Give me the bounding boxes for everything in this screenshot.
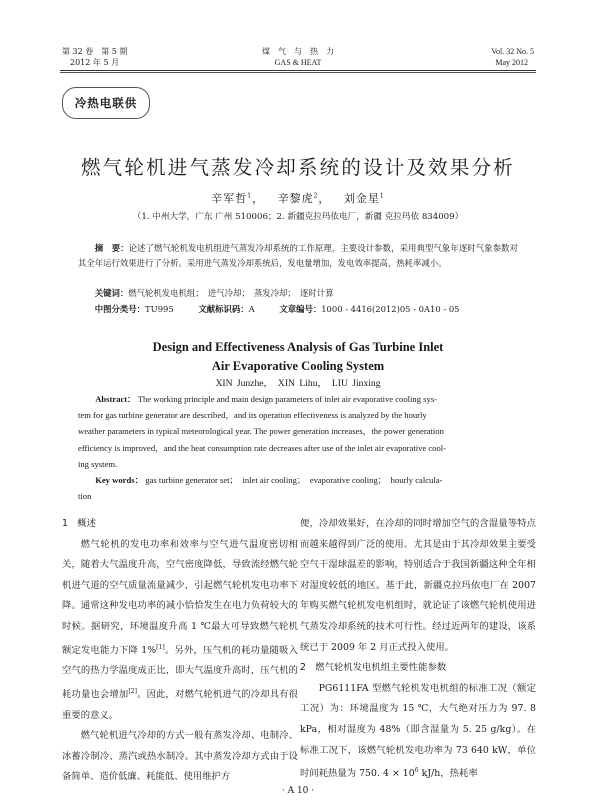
volume-issue-cn: 第 32 卷 第 5 期 [62,47,128,56]
paragraph-4-end: kJ/h，热耗率 [418,768,478,780]
keywords-cn-label: 关键词： [94,288,129,298]
abstract-en-line5: ing system. [78,458,118,469]
abstract-en-label: Abstract： [95,394,136,404]
section-1-title: 1 概述 [62,518,97,529]
keywords-en-line2: tion [78,491,92,502]
clc-label: 中图分类号： [94,304,146,314]
abstract-en-line2: tem for gas turbine generator are described，and its operation effectiveness is analyzed by the hourly [78,410,427,421]
paragraph-3: 便，冷却效果好，在冷却的同时增加空气的含湿量等特点而越来越得到广泛的使用。尤其是由于其冷却效果主要受空气干湿球温差的影响，特别适合于我国新疆这种全年相对湿度较低的地区。基于此，新疆克拉玛依电厂在 2007 年购买燃气轮机发电机组时，就论证了该燃气轮机使用进气蒸发冷却系统的技术可行性。经过近两年的建设，该系统已于 2009 年 2 月正式投入使用。 [300,518,536,653]
keywords-cn-text: 燃气轮机发电机组； 进气冷却； 蒸发冷却； 逐时计算 [128,288,334,298]
paragraph-4 [300,679,536,785]
author-2-sup: 2 [313,192,319,200]
header-rule [60,70,536,71]
header-rule-thin [60,72,536,73]
abstract-cn [78,241,518,270]
page-number: · A 10 · [281,786,315,796]
abstract-en-line3: weather parameters in typical meteorological year. The power generation increases，the power generation [78,426,444,437]
journal-volume-en [400,46,534,68]
column-tag: 冷热电联供 [62,87,150,119]
paragraph-1 [62,535,298,727]
article-no-label: 文章编号： [279,304,322,314]
citation-1: [1] [156,643,165,651]
keywords-cn [78,286,518,301]
paper-title-en-line2: Air Evaporative Cooling System [211,359,385,373]
doc-code-label: 文献标识码： [198,304,249,314]
author-sep-1: ， [252,192,265,205]
exponent-6: 6 [414,767,419,775]
author-1: 辛军哲 [211,192,248,205]
abstract-cn-label: 摘 要： [94,243,129,253]
paper-title-en [0,338,596,376]
author-2: 辛黎虎 [277,192,314,205]
paragraph-1-cont: 。另外，压气机的耗功量随吸入空气的热力学温度成正比，即大气温度升高时，压气机的耗功量也会增加 [62,644,298,700]
volume-issue-en: Vol. 32 No. 5 [491,47,534,56]
date-cn: 2012 年 5 月 [70,58,120,67]
abstract-en [78,391,518,472]
body-column-left [62,514,298,788]
journal-name-en: GAS & HEAT [274,58,322,67]
author-1-sup: 1 [247,192,253,200]
authors-cn [0,190,596,206]
paragraph-1-end: 。因此，对燃气轮机进气的冷却具有很重要的意义。 [62,688,298,721]
citation-2: [2] [128,687,137,695]
keywords-en-line1: gas turbine generator set； inlet air cooling； evaporative cooling； hourly calcula- [145,475,443,485]
author-3: 刘金星 [343,192,380,205]
paragraph-1-text: 燃气轮机的发电功率和效率与空气进气温度密切相关，随着大气温度升高，空气密度降低，导致流经燃气轮机进气道的空气质量流量减少，引起燃气轮机发电功率下降。通常这种发电功率的减小恰恰发生在电力负荷较大的时候。据研究，环境温度升高 1 ℃最大可导致燃气轮机额定发电能力下降 1% [62,538,298,656]
paragraph-4-text: PG6111FA 型燃气轮机发电机组的标准工况（额定工况）为：环境温度为 15 ℃，大气绝对压力为 97. 8 kPa，相对湿度为 48%（即含湿量为 5. 25 g/kg）。在标准工况下，该燃气轮机发电功率为 73 640 kW，单位时间耗热量为 750. 4 × 10 [300,682,536,780]
keywords-en-label: Key words： [95,475,144,485]
abstract-cn-text: 论述了燃气轮机发电机组进气蒸发冷却系统的工作原理，主要设计参数，采用典型气象年逐时气象参数对其全年运行效果进行了分析。采用进气蒸发冷却系统后，发电量增加，发电效率提高，热耗率减小。 [78,243,519,268]
article-no-value: 1000 - 4416(2012)05 - 0A10 - 05 [321,304,460,314]
authors-en: XIN Junzhe， XIN Lihu， LIU Jinxing [215,378,381,389]
affiliation-cn: （1. 中州大学，广东 广州 510006；2. 新疆克拉玛依电厂，新疆 克拉玛依 834009） [132,212,464,222]
abstract-en-line1: The working principle and main design parameters of inlet air evaporative cooling sys- [137,394,438,404]
paragraph-2: 燃气轮机进气冷却的方式一般有蒸发冷却、电制冷、冰蓄冷制冷、蒸汽或热水制冷。其中蒸发冷却方式由于设备简单、造价低廉、耗能低、使用维护方 [62,730,298,783]
journal-name-cn: 煤 气 与 热 力 [262,47,334,56]
author-sep-2: ， [318,192,331,205]
classification-line [78,302,518,317]
abstract-en-line4: efficiency is improved，and the heat consumption rate decreases after use of the inlet air evaporative cool- [78,442,447,453]
date-en: May 2012 [495,58,528,67]
clc-value: TU995 [145,304,174,314]
doc-code-value: A [248,304,255,314]
author-3-sup: 1 [379,192,385,200]
paper-title-en-line1: Design and Effectiveness Analysis of Gas Turbine Inlet [152,340,444,354]
paper-title-cn: 燃气轮机进气蒸发冷却系统的设计及效果分析 [80,156,515,179]
section-2-title: 2 燃气轮机发电机组主要性能参数 [300,662,447,674]
body-column-right [300,514,536,785]
keywords-en [78,472,518,504]
